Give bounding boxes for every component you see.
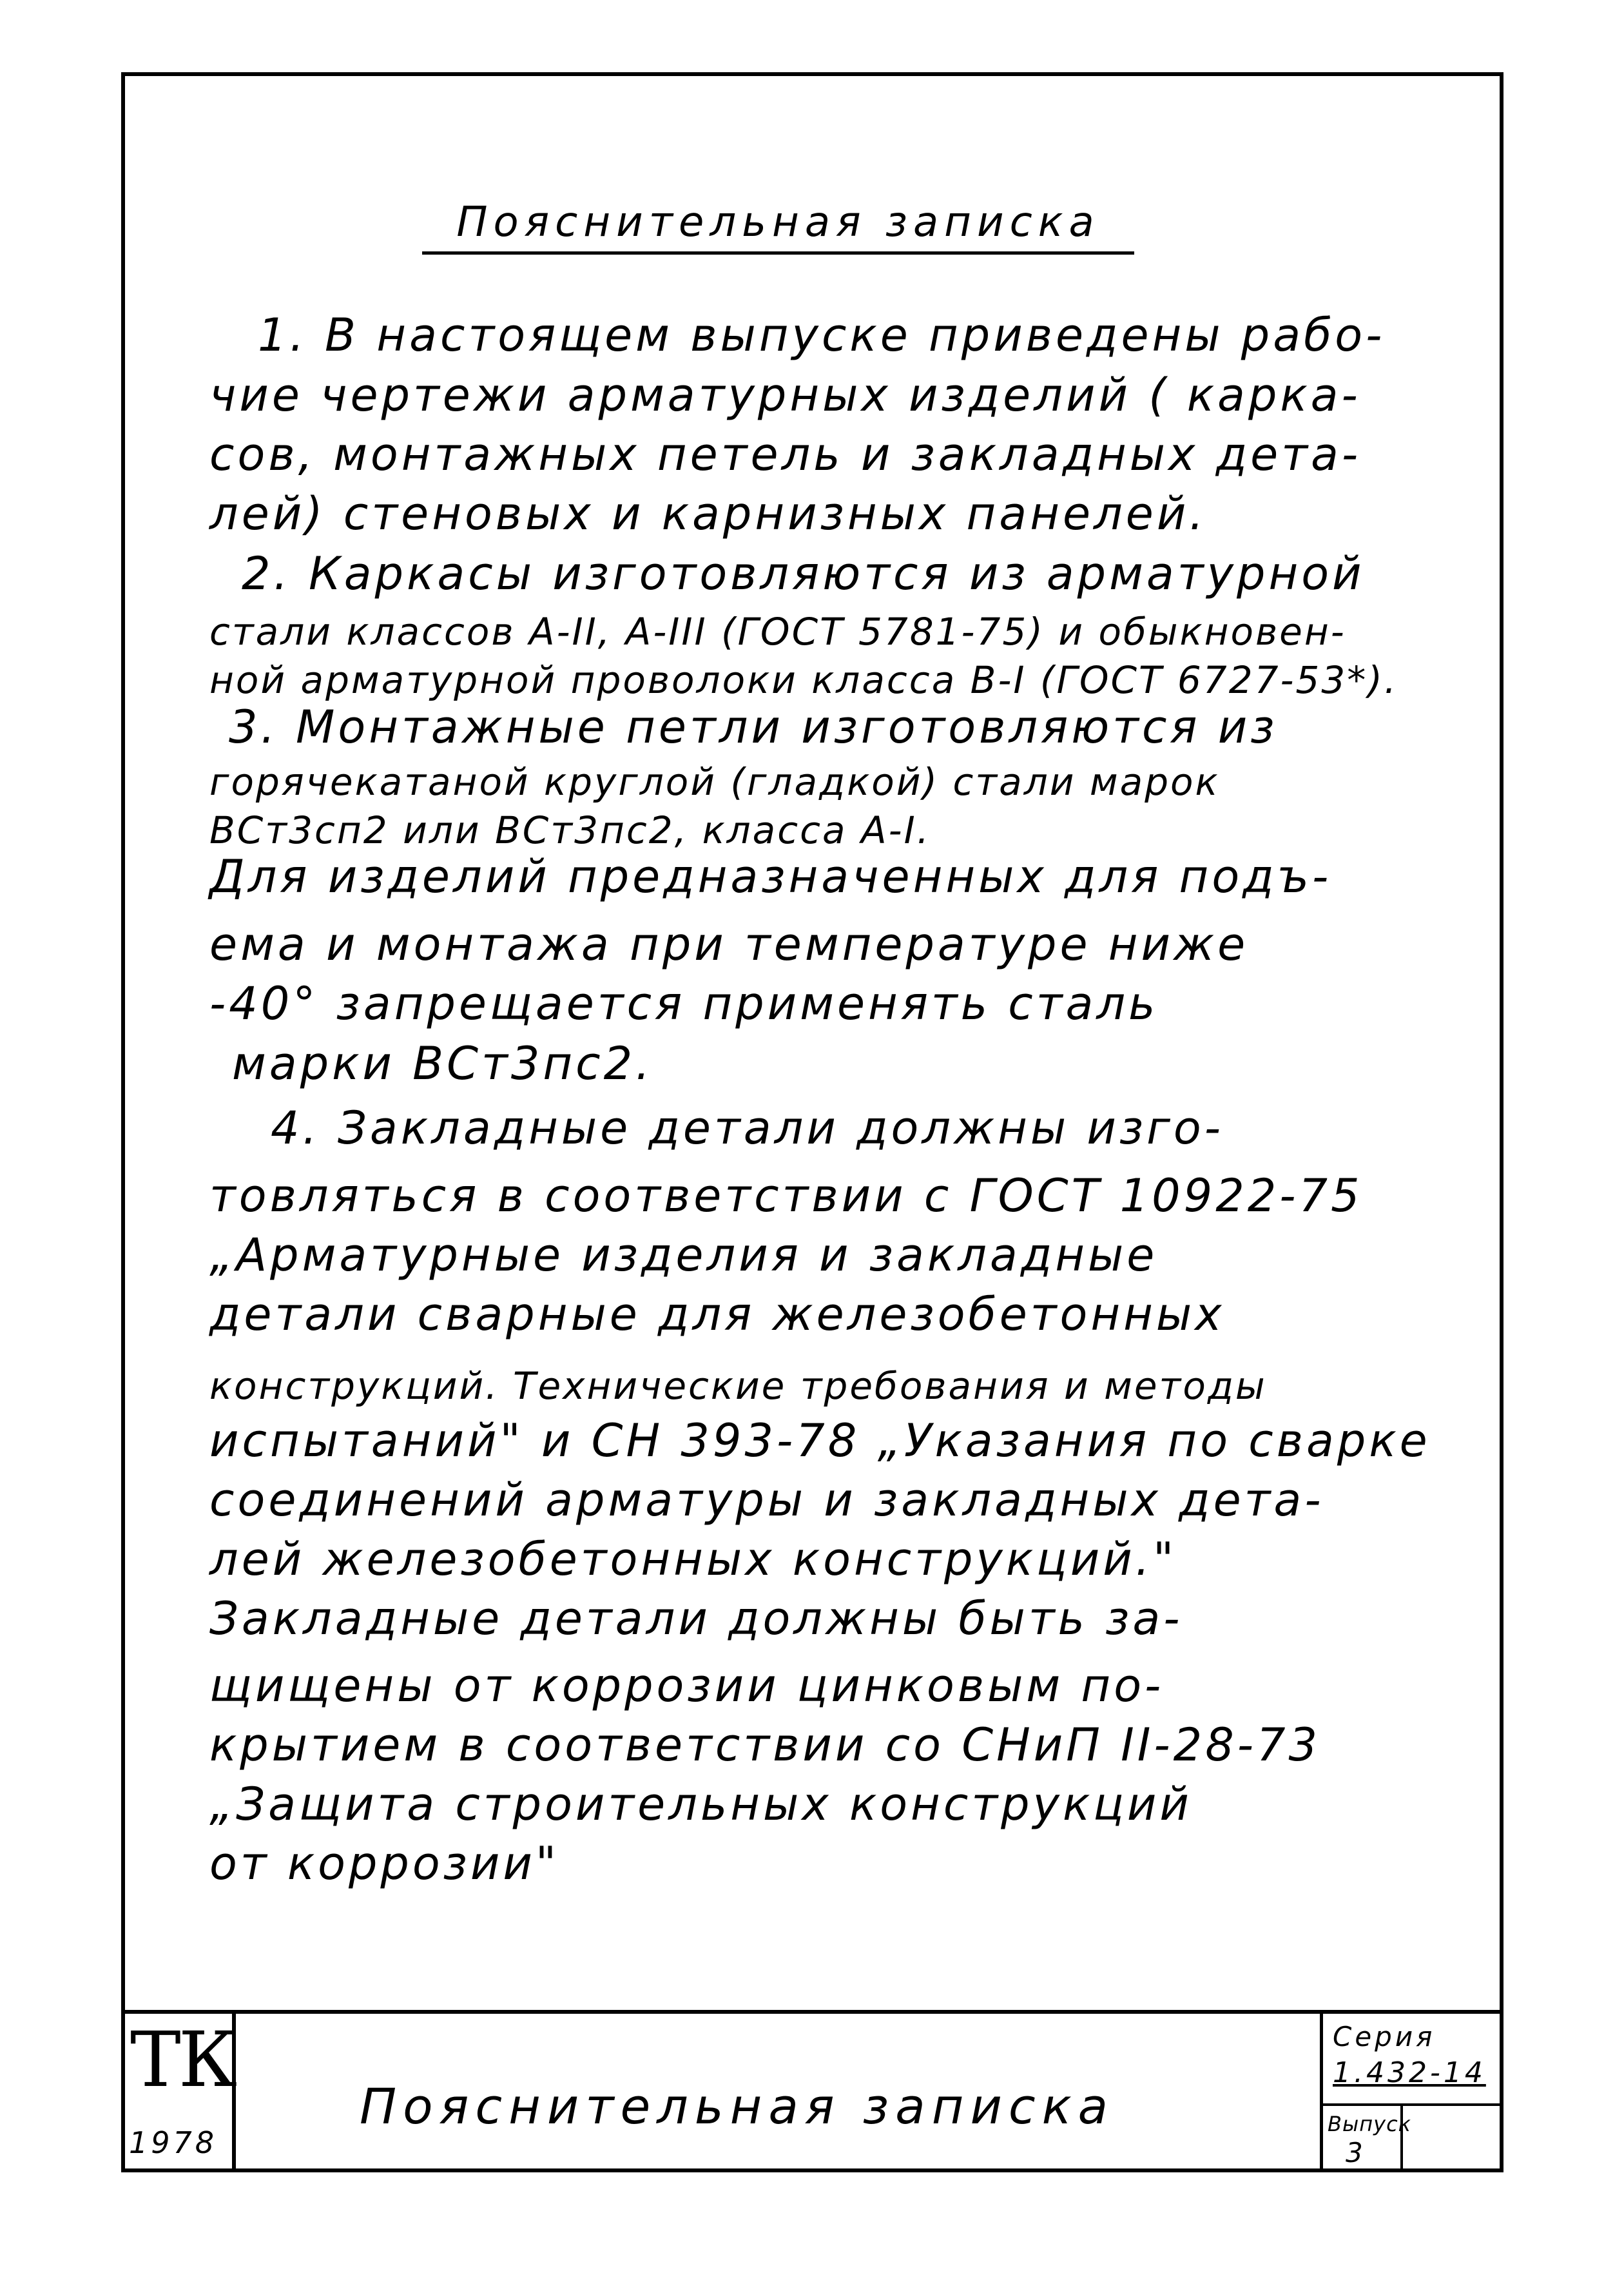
issue-label: Выпуск <box>1328 2112 1411 2136</box>
title-block-divider <box>121 2010 1503 2014</box>
series-label: Серия <box>1333 2021 1436 2052</box>
body-line: горячекатаной круглой (гладкой) стали марок <box>209 760 1220 804</box>
body-line: 4. Закладные детали должны изго- <box>271 1102 1224 1155</box>
body-line: „Защита строительных конструкций <box>209 1778 1192 1831</box>
body-line: конструкций. Технические требования и методы <box>209 1364 1267 1408</box>
body-line: от коррозии" <box>209 1837 560 1890</box>
body-line: 2. Каркасы изготовляются из арматурной <box>242 547 1365 600</box>
body-line: крытием в соответствии со СНиП II-28-73 <box>209 1719 1321 1771</box>
body-line: лей) стеновых и карнизных панелей. <box>209 487 1207 540</box>
body-line: испытаний" и СН 393-78 „Указания по сварке <box>209 1414 1431 1467</box>
body-line: щищены от коррозии цинковым по- <box>209 1659 1165 1712</box>
issue-value: 3 <box>1346 2137 1366 2168</box>
body-line: 1. В настоящем выпуске приведены рабо- <box>258 309 1386 362</box>
body-line: марки ВСт3пс2. <box>232 1037 653 1090</box>
body-line: соединений арматуры и закладных дета- <box>209 1474 1324 1526</box>
body-line: детали сварные для железобетонных <box>209 1288 1225 1341</box>
body-line: стали классов А-II, А-III (ГОСТ 5781-75) и обыкновен- <box>209 610 1346 654</box>
stamp-title: Пояснительная записка <box>360 2078 1115 2135</box>
body-line: сов, монтажных петель и закладных дета- <box>209 428 1362 481</box>
title-block-divider <box>1320 2103 1503 2106</box>
body-line: -40° запрещается применять сталь <box>209 977 1159 1030</box>
body-line: ема и монтажа при температуре ниже <box>209 918 1249 971</box>
body-line: Закладные детали должны быть за- <box>209 1592 1183 1645</box>
body-line: ВСт3сп2 или ВСт3пс2, класса А-I. <box>209 808 931 852</box>
stamp-year: 1978 <box>129 2125 218 2160</box>
body-line: 3. Монтажные петли изготовляются из <box>229 701 1278 754</box>
body-line: ной арматурной проволоки класса В-I (ГОСТ 6727-53*). <box>209 658 1398 702</box>
body-line: товляться в соответствии с ГОСТ 10922-75 <box>209 1169 1363 1222</box>
series-value: 1.432-14 <box>1333 2056 1486 2089</box>
body-line: „Арматурные изделия и закладные <box>209 1229 1158 1281</box>
title-block-divider <box>1320 2010 1323 2172</box>
body-line: лей железобетонных конструкций." <box>209 1533 1177 1586</box>
document-title: Пояснительная записка <box>422 193 1134 255</box>
body-line: чие чертежи арматурных изделий ( карка- <box>209 369 1361 422</box>
title-block <box>121 2010 1503 2172</box>
body-line: Для изделий предназначенных для подъ- <box>209 850 1332 903</box>
tk-logo: ТК <box>130 2015 235 2104</box>
